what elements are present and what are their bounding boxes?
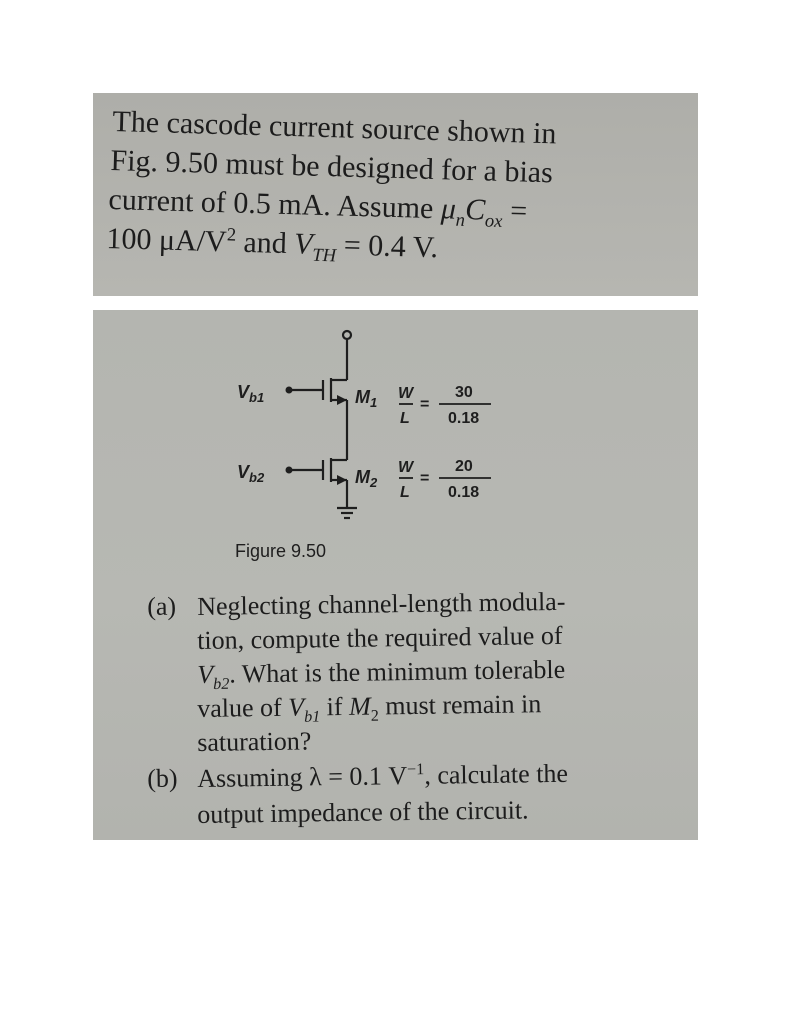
m2-label: $M_2$ bbox=[355, 467, 378, 490]
m1-l-label: L bbox=[400, 410, 410, 427]
output-terminal bbox=[343, 331, 351, 339]
question-b-line-2: output impedance of the circuit. bbox=[197, 795, 529, 829]
m2-equals: = bbox=[420, 470, 430, 487]
m2-source-arrow bbox=[337, 475, 347, 485]
question-a-line-3: $V_{b2}$. What is the minimum tolerable bbox=[197, 654, 566, 693]
m1-source-arrow bbox=[337, 395, 347, 405]
figure-photo bbox=[93, 310, 698, 840]
question-b-line-1: Assuming λ = 0.1 $V^{-1}$, calculate the bbox=[197, 758, 569, 793]
problem-line-1: The cascode current source shown in bbox=[112, 105, 557, 151]
vb2-terminal bbox=[286, 467, 293, 474]
problem-line-2: Fig. 9.50 must be designed for a bias bbox=[110, 144, 554, 190]
question-b-label: (b) bbox=[147, 763, 178, 793]
cascode-circuit-diagram bbox=[93, 310, 698, 550]
vb1-terminal bbox=[286, 387, 293, 394]
m1-equals: = bbox=[420, 396, 430, 413]
m1-w-label: W bbox=[398, 385, 414, 402]
vb1-label: $V_{b1}$ bbox=[237, 382, 265, 405]
m1-width-value: 30 bbox=[455, 384, 473, 401]
vb2-label: $V_{b2}$ bbox=[237, 462, 265, 485]
m2-width-value: 20 bbox=[455, 458, 473, 475]
question-a-line-5: saturation? bbox=[197, 726, 312, 757]
m2-length-value: 0.18 bbox=[448, 484, 480, 501]
question-a-label: (a) bbox=[147, 591, 177, 621]
question-a-line-2: tion, compute the required value of bbox=[197, 620, 563, 655]
m1-label: $M_1$ bbox=[355, 387, 378, 410]
problem-line-4: 100 $\mu A/V^2$ and $V_{TH} = 0.4$ V. bbox=[106, 221, 439, 267]
figure-caption: Figure 9.50 bbox=[235, 541, 327, 561]
problem-line-3: current of 0.5 mA. Assume $\mu_nC_{ox}$ = bbox=[108, 183, 528, 232]
question-a-line-1: Neglecting channel-length modula- bbox=[197, 586, 566, 621]
m1-length-value: 0.18 bbox=[448, 410, 480, 427]
m2-l-label: L bbox=[400, 484, 410, 501]
question-a-line-4: value of $V_{b1}$ if $M_2$ must remain in bbox=[197, 689, 542, 726]
problem-photo bbox=[93, 93, 698, 296]
m2-w-label: W bbox=[398, 459, 414, 476]
